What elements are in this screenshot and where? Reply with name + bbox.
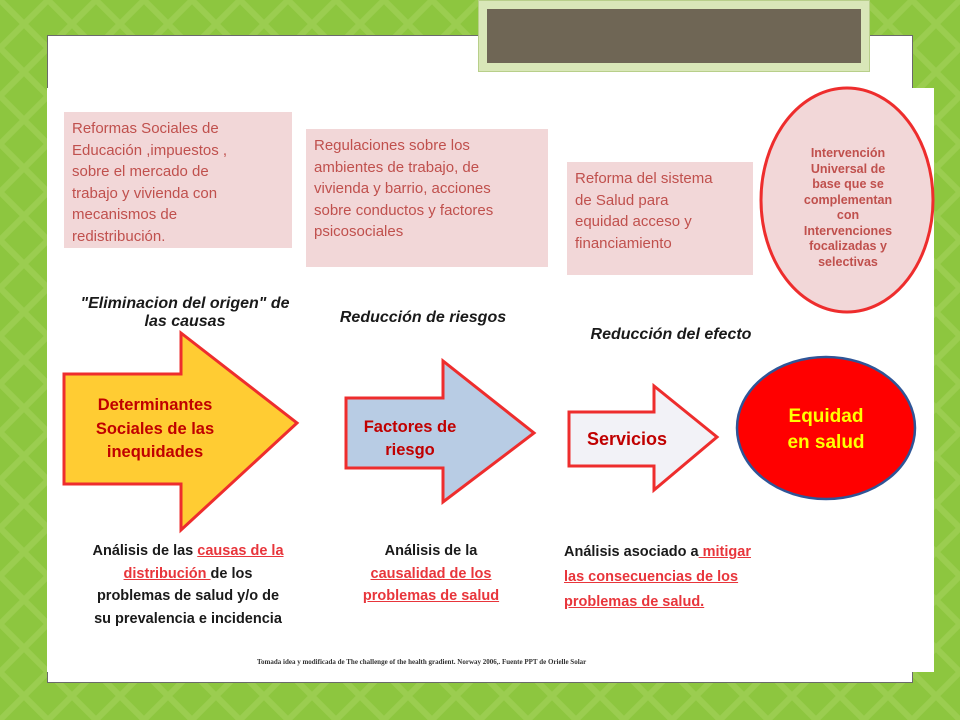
analysis-col2-line1: Análisis de la — [384, 543, 478, 559]
stage-reduccion-efecto: Reducción del efecto — [590, 326, 752, 343]
analysis-col1-red2: distribución — [123, 565, 211, 582]
analysis-col2-red2-text: problemas de salud — [362, 588, 500, 604]
analysis-col1 — [66, 540, 310, 630]
analysis-col3-line1 — [560, 540, 800, 565]
source-note: Tomada idea y modificada de The challenge of the health gradient. Norway 2006,. Fuente PPT de Orielle Solar — [257, 658, 587, 666]
analysis-col3-line3 — [560, 590, 800, 615]
analysis-col3-red1: mitigar — [698, 544, 751, 560]
analysis-col2-red1-text: causalidad de los — [370, 565, 492, 582]
analysis-col3-part1: Análisis asociado a — [564, 544, 699, 560]
oval-text: Intervención Universal de base que se complementan con Intervenciones focalizadas y selectivas — [803, 146, 893, 269]
equidad-label: Equidad en salud — [787, 406, 865, 453]
analysis-col1-line4: su prevalencia e incidencia — [94, 610, 282, 627]
reformas-text: Reformas Sociales de Educación ,impuestos , sobre el mercado de trabajo y vivienda con mecanismos de redistribución. — [72, 120, 228, 245]
analysis-col1-line2 — [66, 563, 310, 586]
reforma-salud-text: Reforma del sistema de Salud para equidad acceso y financiamiento — [575, 170, 713, 252]
stage-reduccion-riesgos: Reducción de riesgos — [339, 309, 507, 326]
stage-eliminacion: "Eliminacion del origen" de las causas — [80, 295, 290, 330]
regulaciones-box — [306, 129, 548, 267]
analysis-col1-line3: problemas de salud y/o de — [96, 588, 280, 604]
analysis-col3-line2 — [560, 565, 800, 590]
regulaciones-text: Regulaciones sobre los ambientes de trabajo, de vivienda y barrio, acciones sobre conductos y factores psicosociales — [314, 137, 494, 240]
determinantes-label: Determinantes Sociales de las inequidades — [95, 396, 215, 461]
analysis-col1-red1: causas de la — [197, 543, 284, 559]
analysis-col3-red2: las consecuencias de los — [564, 569, 739, 585]
analysis-col1-line1 — [66, 540, 310, 563]
analysis-col1-part1: Análisis de las — [92, 543, 198, 559]
analysis-col2-red1 — [334, 563, 528, 586]
analysis-col2-red2 — [334, 585, 528, 608]
analysis-col2 — [334, 540, 528, 608]
analysis-col3 — [560, 540, 800, 615]
factores-label: Factores de riesgo — [363, 418, 457, 459]
analysis-col1-part2: de los — [210, 565, 253, 582]
servicios-label: Servicios — [586, 429, 668, 449]
reforma-salud-box — [567, 162, 753, 275]
analysis-col3-red3: problemas de salud. — [564, 594, 705, 610]
reformas-box — [64, 112, 292, 248]
